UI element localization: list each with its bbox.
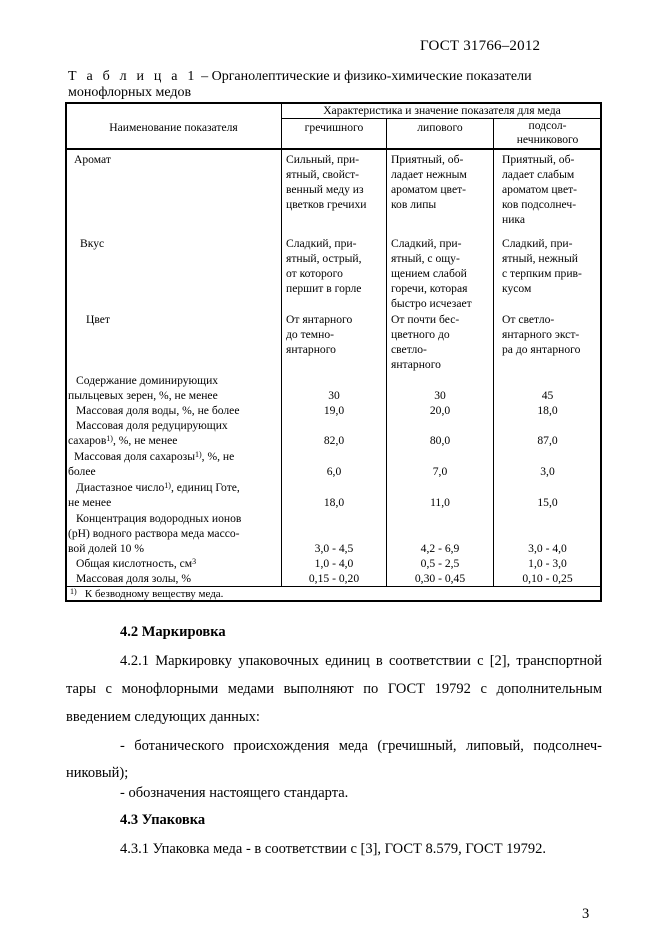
paragraph-4-3-1: 4.3.1 Упаковка меда - в соответствии с [3], ГОСТ 8.579, ГОСТ 19792. — [120, 841, 547, 857]
row-name-taste: Вкус — [80, 237, 105, 250]
buckwheat-column-header: гречишного — [304, 121, 364, 134]
diastase-buckwheat: 18,0 — [323, 496, 345, 509]
acidity-linden: 0,5 - 2,5 — [420, 557, 460, 570]
row-name-sucrose: Массовая доля сахарозы$^{1)}$, %, не более — [68, 450, 235, 478]
row-name-water: Массовая доля воды, %, не более — [76, 404, 240, 417]
row-name-reducing-sugars: Массовая доля редуцирующих сахаров$^{1)}$, %, не менее — [68, 419, 228, 447]
section-heading-packaging: 4.3 Упаковка — [120, 812, 206, 828]
group-header: Характеристика и значение показателя для меда — [323, 104, 561, 117]
list-item-botanical: - ботанического происхождения меда (гречишный, липовый, подсолнеч- — [120, 738, 602, 754]
page-number: 3 — [582, 906, 590, 922]
section-heading-marking: 4.2 Маркировка — [120, 624, 226, 640]
reducing-buckwheat: 82,0 — [323, 434, 345, 447]
column-divider — [493, 118, 494, 586]
reducing-linden: 80,0 — [429, 434, 451, 447]
aroma-linden: Приятный, об- ладает нежным ароматом цвет- ков липы — [391, 153, 467, 211]
paragraph-4-2-1-cont: тары с монофлорными медами выполняют по ГОСТ 19792 с дополнительным — [66, 681, 602, 697]
acidity-sunflower: 1,0 - 3,0 — [528, 557, 567, 570]
row-name-diastase: Диастазное число$^{1)}$, единиц Готе, не менее — [68, 481, 240, 509]
sucrose-sunflower: 3,0 — [540, 465, 555, 478]
water-buckwheat: 19,0 — [323, 404, 345, 417]
ph-linden: 4,2 - 6,9 — [420, 542, 460, 555]
document-code: ГОСТ 31766–2012 — [420, 38, 541, 54]
header-rule — [65, 148, 602, 150]
row-name-ph: Концентрация водородных ионов (рН) водного раствора меда массо- вой долей 10 % — [68, 512, 242, 555]
table-caption-label: Т а б л и ц а 1 — [68, 69, 198, 84]
color-buckwheat: От янтарного до темно- янтарного — [286, 313, 353, 356]
row-name-color: Цвет — [86, 313, 110, 326]
ph-sunflower: 3,0 - 4,0 — [528, 542, 567, 555]
pollen-sunflower: 45 — [541, 389, 554, 402]
acidity-buckwheat: 1,0 - 4,0 — [314, 557, 354, 570]
table-caption-title: – Органолептические и физико-химические показатели — [197, 69, 532, 84]
paragraph-4-2-1-cont: введением следующих данных: — [66, 709, 260, 725]
row-name-acidity: Общая кислотность, $см^3$ — [76, 557, 197, 570]
list-item-standard: - обозначения настоящего стандарта. — [120, 785, 349, 801]
linden-column-header: липового — [417, 121, 463, 134]
footnote-ref: 1) — [106, 434, 113, 443]
diastase-linden: 11,0 — [430, 496, 450, 509]
aroma-sunflower: Приятный, об- ладает слабым ароматом цвет- ков подсолнеч- ника — [502, 153, 578, 226]
taste-linden: Сладкий, при- ятный, с ощу- щением слабой горечи, которая быстро исчезает — [391, 237, 472, 310]
ph-buckwheat: 3,0 - 4,5 — [314, 542, 354, 555]
pollen-linden: 30 — [434, 389, 446, 402]
column-divider — [281, 102, 282, 586]
list-item-botanical-cont: никовый); — [66, 765, 129, 781]
footnote-ref: 1) — [195, 450, 202, 459]
row-name-aroma: Аромат — [74, 153, 111, 166]
ash-sunflower: 0,10 - 0,25 — [522, 572, 573, 585]
color-linden: От почти бес- цветного до светло- янтарного — [391, 313, 460, 371]
ash-linden: 0,30 - 0,45 — [414, 572, 466, 585]
sucrose-buckwheat: 6,0 — [326, 465, 342, 478]
sucrose-linden: 7,0 — [432, 465, 448, 478]
sunflower-column-header: подсол- нечникового — [516, 119, 579, 146]
water-sunflower: 18,0 — [537, 404, 558, 417]
row-name-pollen: Содержание доминирующих пыльцевых зерен, %, не менее — [68, 374, 219, 402]
pollen-buckwheat: 30 — [328, 389, 340, 402]
taste-buckwheat: Сладкий, при- ятный, острый, от которого першит в горле — [286, 237, 362, 295]
ash-buckwheat: 0,15 - 0,20 — [308, 572, 360, 585]
diastase-sunflower: 15,0 — [537, 496, 558, 509]
reducing-sunflower: 87,0 — [537, 434, 558, 447]
taste-sunflower: Сладкий, при- ятный, нежный с терпким прив- кусом — [502, 237, 582, 295]
row-name-ash: Массовая доля золы, % — [76, 572, 191, 585]
color-sunflower: От светло- янтарного экст- ра до янтарного — [502, 313, 581, 356]
paragraph-4-2-1: 4.2.1 Маркировку упаковочных единиц в соответствии с [2], транспортной — [120, 653, 602, 669]
aroma-buckwheat: Сильный, при- ятный, свойст- венный меду из цветков гречихи — [286, 153, 367, 211]
table-caption-title-cont: монофлорных медов — [68, 85, 192, 100]
table-footnote: $^{1)}$ К безводному веществу меда. — [70, 587, 224, 600]
footnote-mark: 1) — [70, 587, 77, 596]
column-divider — [386, 118, 387, 586]
water-linden: 20,0 — [429, 404, 451, 417]
table-caption — [68, 69, 532, 101]
name-column-header: Наименование показателя — [109, 121, 238, 134]
footnote-ref: 1) — [164, 481, 171, 490]
